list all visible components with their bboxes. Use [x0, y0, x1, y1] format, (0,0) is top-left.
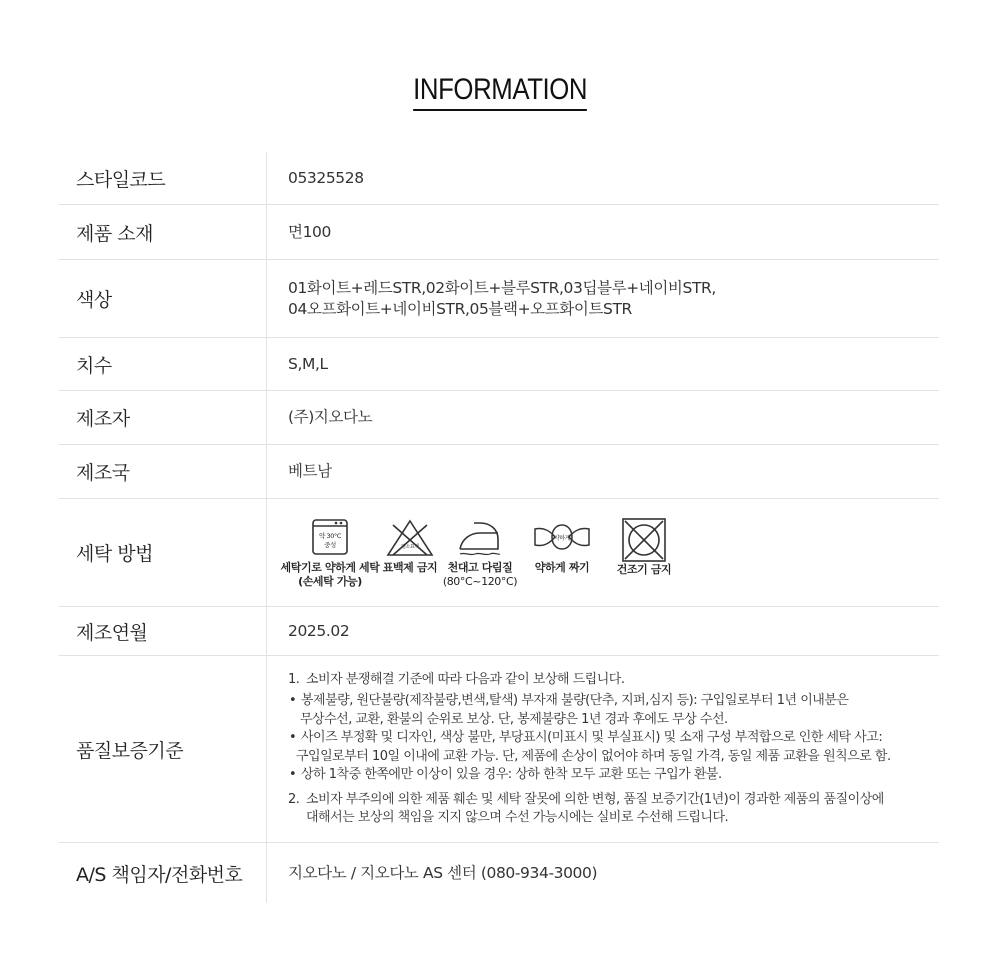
row-label: 제조연월: [59, 607, 267, 655]
row-label: 제조자: [59, 391, 267, 444]
care-item-wring: [520, 517, 604, 575]
row-label: 제품 소재: [59, 205, 267, 259]
wash-neutral-text: 중성: [324, 540, 336, 549]
info-table: [59, 152, 939, 903]
caption-line: 세탁기로 약하게 세탁: [280, 560, 380, 574]
caption-line: (80°C~120°C): [442, 574, 518, 588]
row-value: [267, 260, 939, 337]
row-value: (주)지오다노: [288, 408, 373, 426]
no-bleach-icon: [383, 517, 437, 557]
care-caption: [383, 561, 438, 575]
row-label: 색상: [59, 260, 267, 337]
table-row-country: [59, 445, 939, 499]
row-value: 05325528: [288, 168, 364, 187]
item-text: 소비자 분쟁해결 기준에 따라 다음과 같이 보상해 드립니다.: [306, 671, 625, 687]
quality-text: [288, 671, 891, 828]
care-caption: [535, 561, 590, 575]
care-item-dry: [604, 517, 684, 577]
bullet-text-cont: 구입일로부터 10일 이내에 교환 가능. 단, 제품에 손상이 없어야 하며 동일 가격, 동일 제품 교환을 원칙으로 함.: [296, 748, 891, 764]
quality-bullet: [288, 692, 891, 711]
care-icons: [280, 517, 684, 589]
page-title: INFORMATION: [413, 72, 587, 111]
table-row-manufactured-date: [59, 607, 939, 656]
row-label: A/S 책임자/전화번호: [59, 843, 267, 903]
care-item-wash: [280, 517, 380, 589]
wring-text: 약하게: [553, 534, 571, 542]
table-row-as-contact: [59, 843, 939, 903]
quality-item-1: [288, 671, 891, 690]
item-text: 소비자 부주의에 의한 제품 훼손 및 세탁 잘못에 의한 변형, 품질 보증기간(1년)이 경과한 제품의 품질이상에: [306, 791, 884, 807]
wring-gently-icon: [532, 517, 592, 557]
row-label: 스타일코드: [59, 152, 267, 204]
row-value: 면100: [288, 222, 331, 241]
item-number: 2.: [288, 791, 300, 807]
care-caption: [617, 563, 672, 577]
row-label: 제조국: [59, 445, 267, 498]
row-label: 세탁 방법: [59, 499, 267, 606]
bullet-text: 상하 1착중 한쪽에만 이상이 있을 경우: 상하 한착 모두 교환 또는 구입가 환불.: [301, 767, 722, 782]
table-row-care: [59, 499, 939, 607]
bullet-text: 봉제불량, 원단불량(제작불량,변색,탈색) 부자재 불량(단추, 지퍼,심지 등): 구입일로부터 1년 이내분은: [301, 693, 849, 708]
row-label: 품질보증기준: [59, 656, 267, 842]
table-row-size: [59, 338, 939, 391]
item-number: 1.: [288, 671, 300, 687]
row-value: 지오다노 / 지오다노 AS 센터 (080-934-3000): [288, 863, 598, 882]
quality-bullet: [288, 729, 891, 748]
table-row-manufacturer: [59, 391, 939, 445]
row-value: [267, 656, 939, 842]
page-title-wrap: [0, 72, 1000, 111]
color-line: 01화이트+레드STR,02화이트+블루STR,03딥블루+네이비STR,: [288, 278, 716, 297]
table-row-color: [59, 260, 939, 338]
bullet-mark: •: [289, 693, 297, 708]
table-row-material: [59, 205, 939, 260]
wash-temp-text: 약 30°C: [318, 531, 342, 540]
caption-line: 표백제 금지: [382, 560, 438, 574]
care-caption: [443, 561, 517, 589]
care-item-iron: [440, 517, 520, 589]
item-text-cont: 대해서는 보상의 책임을 지지 않으며 수선 가능시에는 실비로 수선해 드립니다.: [306, 810, 729, 825]
quality-bullet: [288, 766, 891, 785]
care-item-bleach: [380, 517, 440, 575]
caption-line: 건조기 금지: [616, 562, 672, 576]
row-value: 2025.02: [288, 621, 350, 640]
caption-line: 천대고 다림질: [447, 560, 513, 574]
bullet-text-cont: 무상수선, 교환, 환불의 순위로 보상. 단, 봉제불량은 1년 경과 후에도 무상 수선.: [300, 711, 728, 727]
care-caption: [281, 561, 380, 589]
bullet-text: 사이즈 부정확 및 디자인, 색상 불만, 부당표시(미표시 및 부실표시) 및 소재 구성 부적합으로 인한 세탁 사고:: [301, 730, 883, 745]
row-value: [267, 499, 939, 606]
row-value: 베트남: [288, 462, 332, 480]
no-tumble-dry-icon: [621, 517, 667, 563]
row-label: 치수: [59, 338, 267, 390]
caption-line: 약하게 짜기: [534, 560, 590, 574]
table-row-quality: [59, 656, 939, 843]
caption-line: (손세탁 가능): [298, 574, 362, 588]
iron-icon: [456, 517, 504, 557]
quality-item-2: [288, 791, 891, 810]
bleach-text: 염소표백: [401, 543, 419, 550]
machine-wash-icon: [310, 517, 350, 557]
row-value: S,M,L: [288, 354, 328, 373]
bullet-mark: •: [289, 767, 297, 782]
bullet-mark: •: [289, 730, 297, 745]
color-line: 04오프화이트+네이비STR,05블랙+오프화이트STR: [288, 299, 632, 318]
table-row-style-code: [59, 152, 939, 205]
